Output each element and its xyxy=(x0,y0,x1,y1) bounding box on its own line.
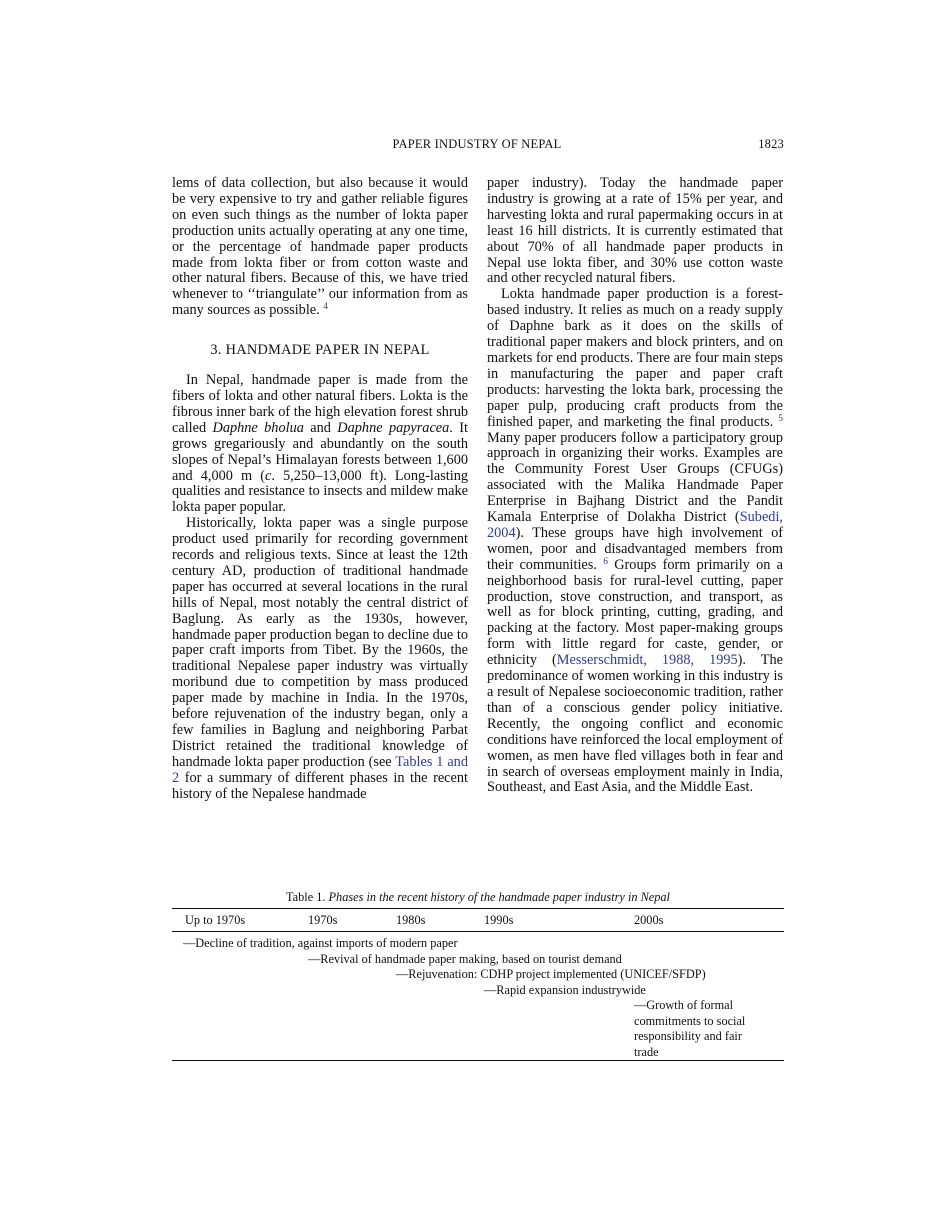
footnote-5-link[interactable]: 5 xyxy=(778,413,784,424)
table-header-cell: 1990s xyxy=(484,913,514,927)
table-caption-label: Table 1. xyxy=(286,890,326,904)
table-caption-title: Phases in the recent history of the handmade paper industry in Nepal xyxy=(328,890,670,904)
footnote-6-link[interactable]: 6 xyxy=(603,556,608,567)
table-header-row xyxy=(172,909,784,932)
running-head-title: PAPER INDUSTRY OF NEPAL xyxy=(392,137,562,151)
tables-1-2-link[interactable]: Tables 1 and 2 xyxy=(172,753,468,786)
page-number: 1823 xyxy=(758,137,784,151)
table-row: —Rejuvenation: CDHP project implemented (UNICEF/SFDP) xyxy=(396,967,706,981)
footnote-4-link[interactable]: 4 xyxy=(323,302,329,313)
table-body xyxy=(172,932,784,1060)
table-header-cell: 2000s xyxy=(634,913,664,927)
running-head xyxy=(170,137,784,155)
paragraph-history: Historically, lokta paper was a single purpose product used primarily for recording government records and religious texts. Since at least the 12th century AD, production of traditional handmade paper has occurred at several locations in the rural hills of Nepal, most notably the central district of Baglung. As early as the 1930s, however, handmade paper production began to decline due to paper craft imports from Tibet. By the 1960s, the traditional Nepalese paper industry was virtually moribund due to competition by mass produced paper made by machine in India. In the 1970s, before rejuvenation of the industry began, only a few families in Baglung and neighboring Parbat District retained the traditional knowledge of handmade lokta paper production (see Tables 1 and 2 for a summary of different phases in the recent history of the Nepalese handmade xyxy=(172,515,468,802)
table-row: —Decline of tradition, against imports of modern paper xyxy=(183,936,458,950)
left-column xyxy=(172,176,468,803)
table-row: —Revival of handmade paper making, based on tourist demand xyxy=(308,952,622,966)
paragraph-data-collection: lems of data collection, but also because it would be very expensive to try and gather reliable figures on even such things as the number of lokta paper production units actually operating at any one time, or the percentage of handmade paper products made from lokta fiber or from cotton waste and other natural fibers. Because of this, we have tried whenever to ‘‘triangulate’’ our information from as many sources as possible. $^4$ xyxy=(172,175,468,319)
table-header-cell: 1970s xyxy=(308,913,338,927)
paragraph-growth: paper industry). Today the handmade paper industry is growing at a rate of 15% per year, and harvesting lokta and rural papermaking occurs in at least 16 hill districts. It is currently estimated that about 70% of all handmade paper products in Nepal use lokta fiber, and 30% use cotton waste and other recycled natural fibers. xyxy=(487,175,783,287)
citation-messerschmidt-link[interactable]: Messerschmidt, 1988, 1995 xyxy=(556,652,738,669)
table-grid xyxy=(172,908,784,1061)
citation-subedi-link[interactable]: Subedi, 2004 xyxy=(487,509,783,541)
right-column xyxy=(487,176,783,796)
table-caption xyxy=(172,890,784,905)
table-header-cell: 1980s xyxy=(396,913,426,927)
paragraph-lokta-description: In Nepal, handmade paper is made from the fibers of lokta and other natural fibers. Lokta is the fibrous inner bark of the high elevation forest shrub called Daphne bholua and Daphne papyracea. It grows gregariously and abundantly on the south slopes of Nepal’s Himalayan forests between 1,600 and 4,000 m (c. 5,250–13,000 ft). Long-lasting qualities and resistance to insects and mildew make lokta paper popular. xyxy=(172,372,468,516)
table-header-cell: Up to 1970s xyxy=(185,913,246,927)
table-1 xyxy=(172,890,784,1061)
section-heading: 3. HANDMADE PAPER IN NEPAL xyxy=(210,342,430,359)
table-row: —Rapid expansion industrywide xyxy=(484,983,646,997)
table-row: —Growth of formal commitments to social responsibility and fair trade xyxy=(634,998,746,1059)
paragraph-production: Lokta handmade paper production is a forest-based industry. It relies as much on a ready supply of Daphne bark as it does on the skills of traditional paper makers and block printers, and on markets for end products. There are four main steps in manufacturing the paper and paper craft products: harvesting the lokta bark, processing the paper pulp, producing craft products from the finished paper, and marketing the final products. $^5$ Many paper producers follow a participatory group approach in organizing their works. Examples are the Community Forest User Groups (CFUGs) associated with the Malika Handmade Paper Enterprise in Bajhang District and the Pandit Kamala Enterprise of Dolakha District (Subedi, 2004). These groups have high involvement of women, poor and disadvantaged members from their communities. $^6$ Groups form primarily on a neighborhood basis for rural-level cutting, paper production, stove construction, and transport, as well as for block printing, cutting, grading, and packing at the factory. Most paper-making groups form with little regard for caste, gender, or ethnicity (Messerschmidt, 1988, 1995). The predominance of women working in this industry is a result of Nepalese socioeconomic tradition, rather than of a conscious gender policy initiative. Recently, the ongoing conflict and economic conditions have reinforced the local employment of women, as men have fled villages both in fear and in search of overseas employment mainly in India, Southeast, and East Asia, and the Middle East. xyxy=(487,286,784,796)
